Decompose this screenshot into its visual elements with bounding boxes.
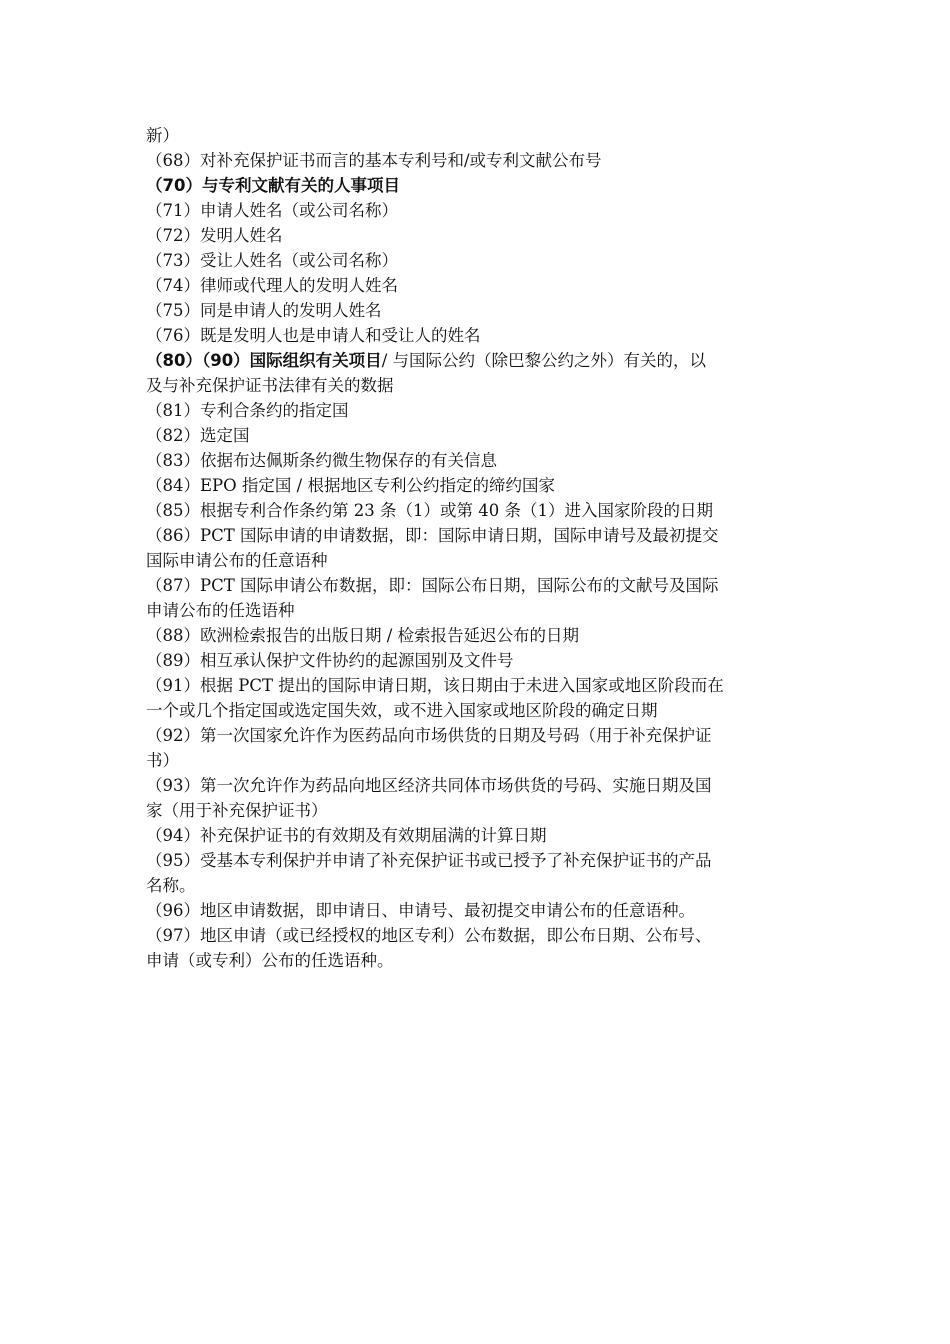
text-line: （96）地区申请数据，即申请日、申请号、最初提交申请公布的任意语种。: [146, 901, 695, 920]
section-heading-line: [146, 348, 811, 373]
text-line: 申请公布的任选语种: [146, 601, 295, 620]
text-line: 及与补充保护证书法律有关的数据: [146, 376, 394, 395]
text-line: （68）对补充保护证书而言的基本专利号和/或专利文献公布号: [146, 151, 602, 170]
text-line: （81）专利合条约的指定国: [146, 401, 349, 420]
document-body: [146, 123, 811, 973]
text-line: （89）相互承认保护文件协约的起源国别及文件号: [146, 651, 514, 670]
text-line: （71）申请人姓名（或公司名称）: [146, 201, 398, 220]
text-line: 国际申请公布的任意语种: [146, 551, 328, 570]
text-line: 一个或几个指定国或选定国失效，或不进入国家或地区阶段的确定日期: [146, 701, 658, 720]
text-line: （76）既是发明人也是申请人和受让人的姓名: [146, 326, 481, 345]
text-line: （97）地区申请（或已经授权的地区专利）公布数据，即公布日期、公布号、: [146, 926, 712, 945]
section-heading: （80）（90）国际组织有关项目: [146, 351, 382, 370]
text-line: 家（用于补充保护证书）: [146, 801, 328, 820]
text-line: （72）发明人姓名: [146, 226, 283, 245]
text-line: （93）第一次允许作为药品向地区经济共同体市场供货的号码、实施日期及国: [146, 776, 712, 795]
text-line: （87）PCT 国际申请公布数据，即：国际公布日期，国际公布的文献号及国际: [146, 576, 719, 595]
section-heading-continuation: / 与国际公约（除巴黎公约之外）有关的，以: [381, 351, 706, 370]
text-line: （82）选定国: [146, 426, 250, 445]
text-line: （94）补充保护证书的有效期及有效期届满的计算日期: [146, 826, 547, 845]
text-line: （83）依据布达佩斯条约微生物保存的有关信息: [146, 451, 497, 470]
text-line: （74）律师或代理人的发明人姓名: [146, 276, 398, 295]
text-line: （91）根据 PCT 提出的国际申请日期，该日期由于未进入国家或地区阶段而在: [146, 676, 724, 695]
text-line: 新）: [146, 126, 179, 145]
text-line: （84）EPO 指定国 / 根据地区专利公约指定的缔约国家: [146, 476, 555, 495]
text-line: 书）: [146, 751, 179, 770]
text-line: （75）同是申请人的发明人姓名: [146, 301, 382, 320]
text-line: （85）根据专利合作条约第 23 条（1）或第 40 条（1）进入国家阶段的日期: [146, 501, 713, 520]
text-line: 名称。: [146, 876, 196, 895]
text-line: （86）PCT 国际申请的申请数据，即：国际申请日期，国际申请号及最初提交: [146, 526, 719, 545]
text-line: （88）欧洲检索报告的出版日期 / 检索报告延迟公布的日期: [146, 626, 580, 645]
text-line: 申请（或专利）公布的任选语种。: [146, 951, 394, 970]
section-heading: （70）与专利文献有关的人事项目: [146, 176, 400, 195]
text-line: （92）第一次国家允许作为医药品向市场供货的日期及号码（用于补充保护证: [146, 726, 712, 745]
text-line: （73）受让人姓名（或公司名称）: [146, 251, 398, 270]
text-line: （95）受基本专利保护并申请了补充保护证书或已授予了补充保护证书的产品: [146, 851, 712, 870]
